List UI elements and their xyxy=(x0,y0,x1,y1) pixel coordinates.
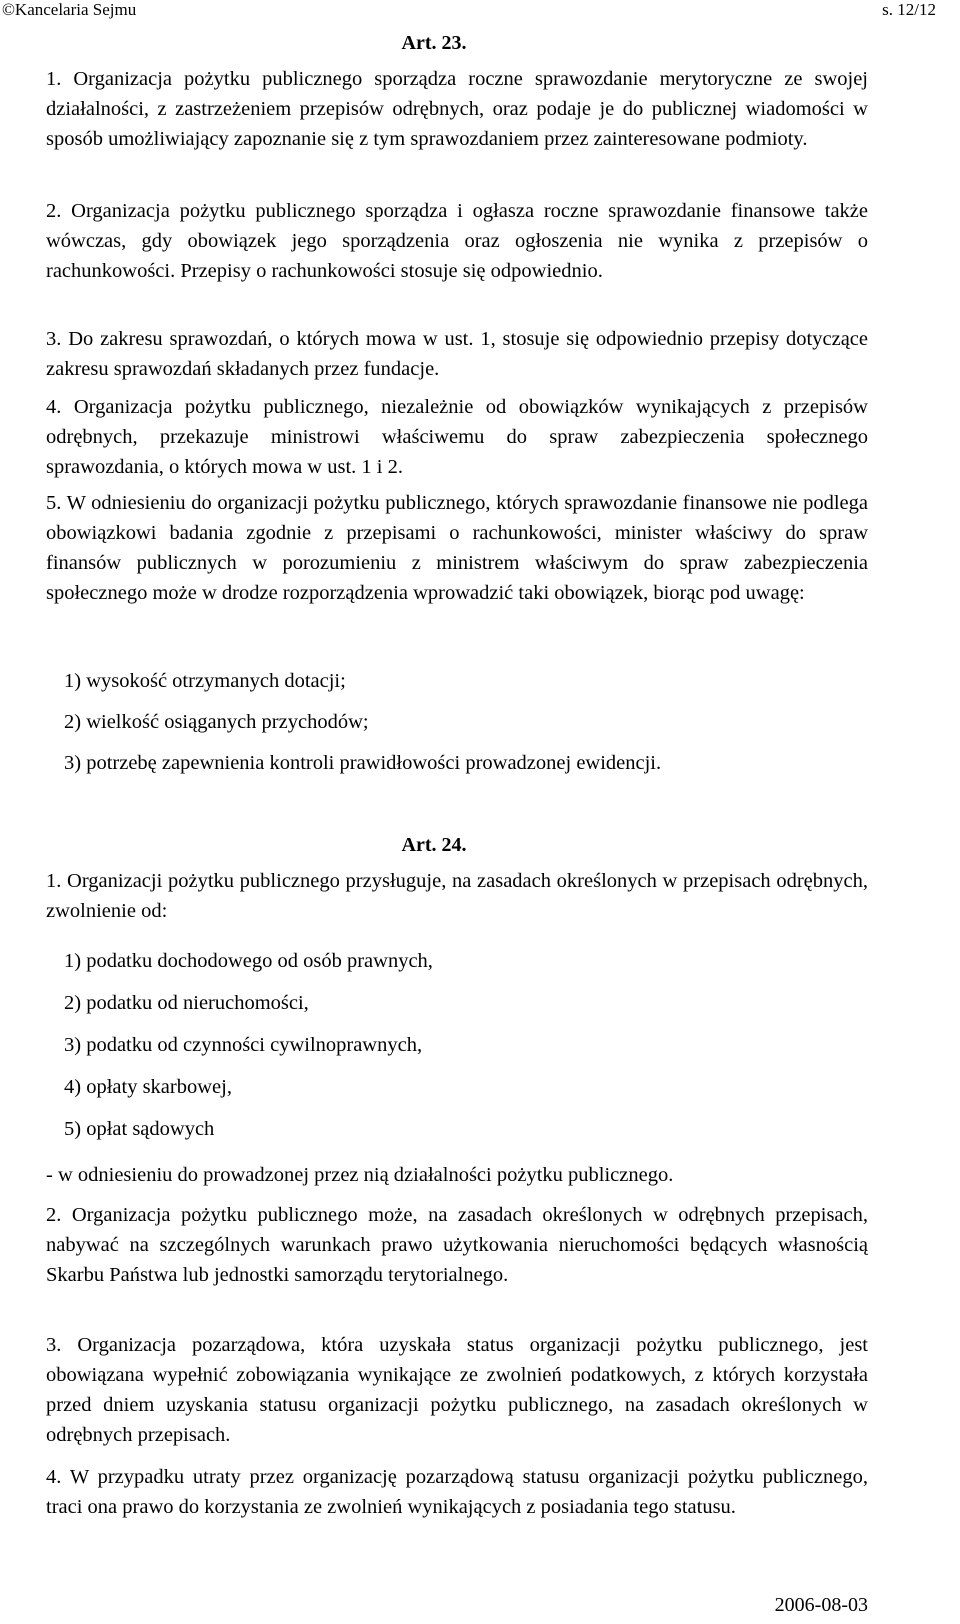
art23-paragraph-2: 2. Organizacja pożytku publicznego sporządza i ogłasza roczne sprawozdanie finansowe także wówczas, gdy obowiązek jego sporządzenia oraz ogłoszenia nie wynika z przepisów o rachunkowości. Przepisy o rachunkowości stosuje się odpowiednio. xyxy=(46,200,868,282)
document-date: 2006-08-03 xyxy=(774,1594,868,1616)
art24-point-5: 5) opłat sądowych xyxy=(64,1118,215,1140)
art23-paragraph-3: 3. Do zakresu sprawozdań, o których mowa w ust. 1, stosuje się odpowiednio przepisy dotyczące zakresu sprawozdań składanych przez fundacje. xyxy=(46,328,868,380)
art23-point-1: 1) wysokość otrzymanych dotacji; xyxy=(64,670,346,692)
art24-point-2: 2) podatku od nieruchomości, xyxy=(64,992,309,1014)
art24-paragraph-1: 1. Organizacji pożytku publicznego przysługuje, na zasadach określonych w przepisach odrębnych, zwolnienie od: xyxy=(46,870,868,922)
art24-paragraph-3: 3. Organizacja pozarządowa, która uzyskała status organizacji pożytku publicznego, jest obowiązana wypełnić zobowiązania wynikające ze zwolnień podatkowych, z których korzystała przed dniem uzyskania statusu organizacji pożytku publicznego, na zasadach określonych w odrębnych przepisach. xyxy=(46,1334,868,1446)
art24-paragraph-4: 4. W przypadku utraty przez organizację pozarządową statusu organizacji pożytku publicznego, traci ona prawo do korzystania ze zwolnień wynikających z posiadania tego statusu. xyxy=(46,1466,868,1518)
art24-point-1: 1) podatku dochodowego od osób prawnych, xyxy=(64,950,433,972)
art24-point-3: 3) podatku od czynności cywilnoprawnych, xyxy=(64,1034,423,1056)
article-24-title: Art. 24. xyxy=(401,834,467,856)
art24-point-4: 4) opłaty skarbowej, xyxy=(64,1076,232,1098)
article-23-title: Art. 23. xyxy=(401,32,467,54)
art23-paragraph-5: 5. W odniesieniu do organizacji pożytku publicznego, których sprawozdanie finansowe nie podlega obowiązkowi badania zgodnie z przepisami o rachunkowości, minister właściwy do spraw finansów publicznych w porozumieniu z ministrem właściwym do spraw zabezpieczenia społecznego może w drodze rozporządzenia wprowadzić taki obowiązek, biorąc pod uwagę: xyxy=(46,492,868,604)
art23-paragraph-4: 4. Organizacja pożytku publicznego, niezależnie od obowiązków wynikających z przepisów odrębnych, przekazuje ministrowi właściwemu do spraw zabezpieczenia społecznego sprawozdania, o których mowa w ust. 1 i 2. xyxy=(46,396,868,478)
art24-paragraph-2: 2. Organizacja pożytku publicznego może, na zasadach określonych w odrębnych przepisach, nabywać na szczególnych warunkach prawo użytkowania nieruchomości będących własnością Skarbu Państwa lub jednostki samorządu terytorialnego. xyxy=(46,1204,868,1286)
page-number: s. 12/12 xyxy=(882,0,936,19)
art23-point-2: 2) wielkość osiąganych przychodów; xyxy=(64,711,369,733)
art23-paragraph-1: 1. Organizacja pożytku publicznego sporządza roczne sprawozdanie merytoryczne ze swojej działalności, z zastrzeżeniem przepisów odrębnych, oraz podaje je do publicznej wiadomości w sposób umożliwiający zapoznanie się z tym sprawozdaniem przez zainteresowane podmioty. xyxy=(46,68,868,150)
art23-point-3: 3) potrzebę zapewnienia kontroli prawidłowości prowadzonej ewidencji. xyxy=(64,752,662,774)
copyright-header: ©Kancelaria Sejmu xyxy=(2,0,137,19)
art24-paragraph-1-tail: - w odniesieniu do prowadzonej przez nią działalności pożytku publicznego. xyxy=(46,1164,674,1186)
